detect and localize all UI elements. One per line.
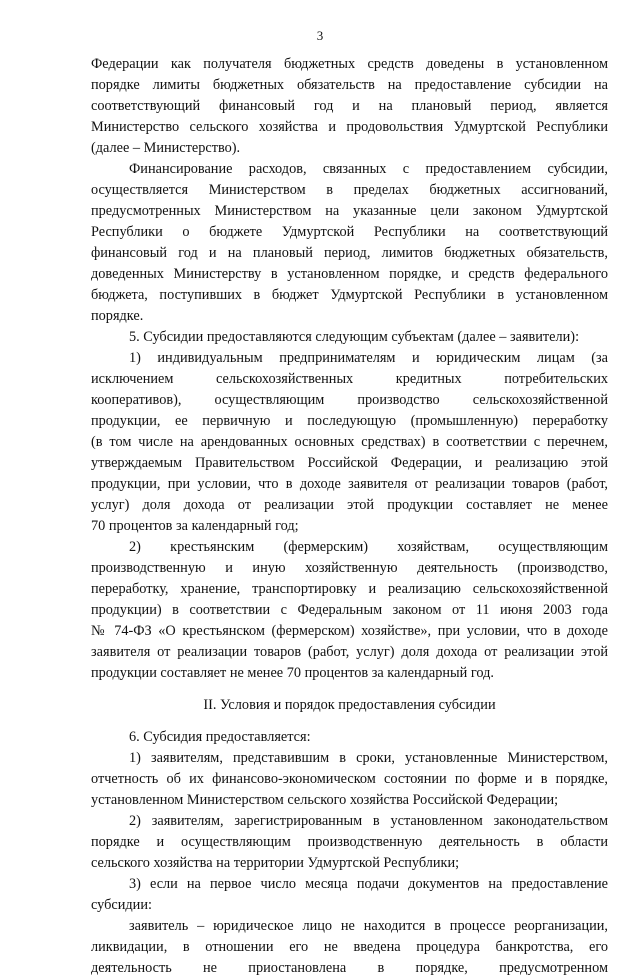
text-line: продукции составляет не менее 70 процентов за календарный год.: [91, 665, 494, 681]
section-gap: [91, 684, 608, 695]
paragraph-1: [91, 54, 608, 159]
text-line: деятельность не приостановлена в порядке, предусмотренном: [91, 960, 608, 976]
paragraph-5: [91, 537, 608, 684]
text-line: установленном Министерством сельского хозяйства Российской Федерации;: [91, 792, 559, 808]
paragraph-9: [91, 874, 608, 916]
text-line: 2) крестьянским (фермерским) хозяйствам, осуществляющим: [129, 539, 608, 555]
paragraph-3: [91, 327, 608, 348]
text-line: 6. Субсидия предоставляется:: [129, 729, 311, 745]
text-line: заявитель – юридическое лицо не находится в процессе реорганизации,: [129, 918, 608, 934]
text-line: 2) заявителям, зарегистрированным в установленном законодательством: [129, 813, 608, 829]
text-line: предусмотренных Министерством на указанные цели законом Удмуртской: [91, 203, 608, 219]
text-line: (в том числе на арендованных основных средствах) в соответствии с перечнем,: [91, 434, 608, 450]
text-line: производственную и иную хозяйственную деятельность (производство,: [91, 560, 608, 576]
text-line: утверждаемым Правительством Российской Федерации, и реализацию этой: [91, 455, 608, 471]
text-line: финансовый год и на плановый период, лимитов бюджетных обязательств,: [91, 245, 608, 261]
text-line: исключением сельскохозяйственных кредитных потребительских: [91, 371, 608, 387]
text-line: бюджета, поступивших в бюджет Удмуртской Республики в установленном: [91, 287, 608, 303]
paragraph-6: [91, 727, 608, 748]
text-line: Федерации как получателя бюджетных средств доведены в установленном: [91, 56, 608, 72]
text-line: соответствующий финансовый год и на плановый период, является: [91, 98, 608, 114]
text-line: переработку, хранение, транспортировку и реализацию сельскохозяйственной: [91, 581, 608, 597]
paragraph-10: [91, 916, 608, 979]
text-line: заявителя от реализации товаров (работ, услуг) доля дохода от реализации этой: [91, 644, 608, 660]
paragraph-2: [91, 159, 608, 327]
paragraph-8: [91, 811, 608, 874]
text-line: продукции) в соответствии с Федеральным законом от 11 июня 2003 года: [91, 602, 608, 618]
text-line: порядке лимиты бюджетных обязательств на предоставление субсидии на: [91, 77, 608, 93]
text-line: отчетность об их финансово-экономическом состоянии по форме и в порядке,: [91, 771, 608, 787]
document-body: [91, 54, 608, 979]
section-gap: [91, 716, 608, 727]
text-line: Министерство сельского хозяйства и продовольствия Удмуртской Республики: [91, 119, 608, 135]
page-number: 3: [316, 28, 324, 43]
section-heading: II. Условия и порядок предоставления субсидии: [203, 697, 496, 713]
text-line: Республики о бюджете Удмуртской Республики на соответствующий: [91, 224, 608, 240]
text-line: услуг) доля дохода от реализации этой продукции составляет не менее: [91, 497, 608, 513]
text-line: 1) заявителям, представившим в сроки, установленные Министерством,: [129, 750, 608, 766]
paragraph-7: [91, 748, 608, 811]
text-line: продукции, ее первичную и последующую (промышленную) переработку: [91, 413, 608, 429]
text-line: 3) если на первое число месяца подачи документов на предоставление: [129, 876, 608, 892]
text-line: 1) индивидуальным предпринимателям и юридическим лицам (за: [129, 350, 608, 366]
text-line: сельского хозяйства на территории Удмуртской Республики;: [91, 855, 460, 871]
text-line: кооперативов), осуществляющим производство сельскохозяйственной: [91, 392, 608, 408]
text-line: (далее – Министерство).: [91, 140, 241, 156]
text-line: 70 процентов за календарный год;: [91, 518, 299, 534]
text-line: порядке.: [91, 308, 144, 324]
text-line: осуществляется Министерством в пределах бюджетных ассигнований,: [91, 182, 608, 198]
text-line: ликвидации, в отношении его не введена процедура банкротства, его: [91, 939, 608, 955]
text-line: 5. Субсидии предоставляются следующим субъектам (далее – заявители):: [129, 329, 580, 345]
text-line: субсидии:: [91, 897, 152, 913]
text-line: № 74-ФЗ «О крестьянском (фермерском) хозяйстве», при условии, что в доходе: [91, 623, 608, 639]
paragraph-4: [91, 348, 608, 537]
text-line: продукции, при условии, что в доходе заявителя от реализации товаров (работ,: [91, 476, 608, 492]
text-line: доведенных Министерству в установленном порядке, и средств федерального: [91, 266, 608, 282]
text-line: порядке и осуществляющим производственную деятельность в области: [91, 834, 608, 850]
text-line: Финансирование расходов, связанных с предоставлением субсидии,: [129, 161, 608, 177]
